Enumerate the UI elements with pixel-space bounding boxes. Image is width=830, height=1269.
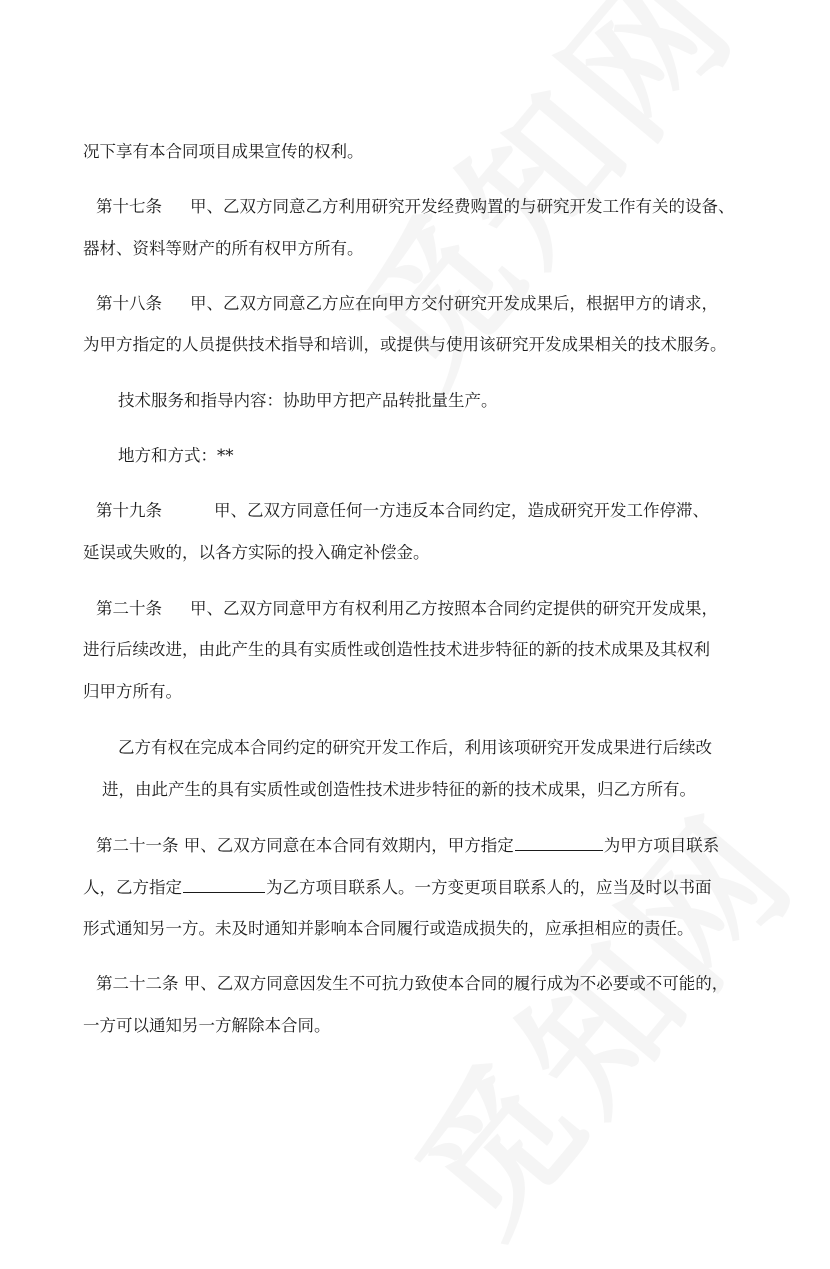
paragraph-line: 况下享有本合同项目成果宣传的权利。 [83, 142, 364, 161]
article-18 [96, 293, 718, 315]
paragraph-line: 归甲方所有。 [83, 682, 182, 701]
article-heading: 第十七条 [96, 197, 162, 216]
paragraph-line: 为甲方指定的人员提供技术指导和培训，或提供与使用该研究开发成果相关的技术服务。 [83, 335, 727, 354]
paragraph-line: 进，由此产生的具有实质性或创造性技术进步特征的新的技术成果，归乙方所有。 [102, 780, 696, 799]
paragraph-line: 地方和方式：** [118, 446, 234, 465]
article-text: 人，乙方指定 [83, 878, 182, 897]
article-17 [96, 196, 735, 218]
article-21-line-2 [83, 876, 712, 899]
article-text: 第二十一条 甲、乙双方同意在本合同有效期内，甲方指定 [96, 836, 514, 855]
article-text: 为乙方项目联系人。一方变更项目联系人的，应当及时以书面 [266, 878, 712, 897]
paragraph-line: 形式通知另一方。未及时通知并影响本合同履行或造成损失的，应承担相应的责任。 [83, 919, 694, 938]
paragraph-line: 进行后续改进，由此产生的具有实质性或创造性技术进步特征的新的技术成果及其权利 [83, 640, 710, 659]
article-heading: 第十九条 [96, 501, 162, 520]
paragraph-line: 器材、资料等财产的所有权甲方所有。 [83, 239, 364, 258]
paragraph-line: 一方可以通知另一方解除本合同。 [83, 1016, 331, 1035]
article-text: 甲、乙双方同意甲方有权利用乙方按照本合同约定提供的研究开发成果， [190, 599, 718, 618]
article-text: 甲、乙双方同意任何一方违反本合同约定，造成研究开发工作停滞、 [214, 501, 709, 520]
paragraph-line: 技术服务和指导内容：协助甲方把产品转批量生产。 [118, 391, 498, 410]
paragraph-line: 乙方有权在完成本合同约定的研究开发工作后，利用该项研究开发成果进行后续改 [118, 738, 712, 757]
paragraph-line: 第二十二条 甲、乙双方同意因发生不可抗力致使本合同的履行成为不必要或不可能的， [96, 974, 729, 993]
fill-in-blank-party-b-contact[interactable] [183, 876, 265, 893]
article-20 [96, 598, 718, 620]
article-19 [96, 500, 709, 522]
article-text: 甲、乙双方同意乙方利用研究开发经费购置的与研究开发工作有关的设备、 [190, 197, 735, 216]
article-21-line-1 [96, 834, 719, 857]
article-heading: 第二十条 [96, 599, 162, 618]
fill-in-blank-party-a-contact[interactable] [515, 834, 603, 851]
article-heading: 第十八条 [96, 294, 162, 313]
article-text: 为甲方项目联系 [603, 836, 720, 855]
paragraph-line: 延误或失败的，以各方实际的投入确定补偿金。 [83, 543, 430, 562]
article-text: 甲、乙双方同意乙方应在向甲方交付研究开发成果后，根据甲方的请求， [190, 294, 718, 313]
